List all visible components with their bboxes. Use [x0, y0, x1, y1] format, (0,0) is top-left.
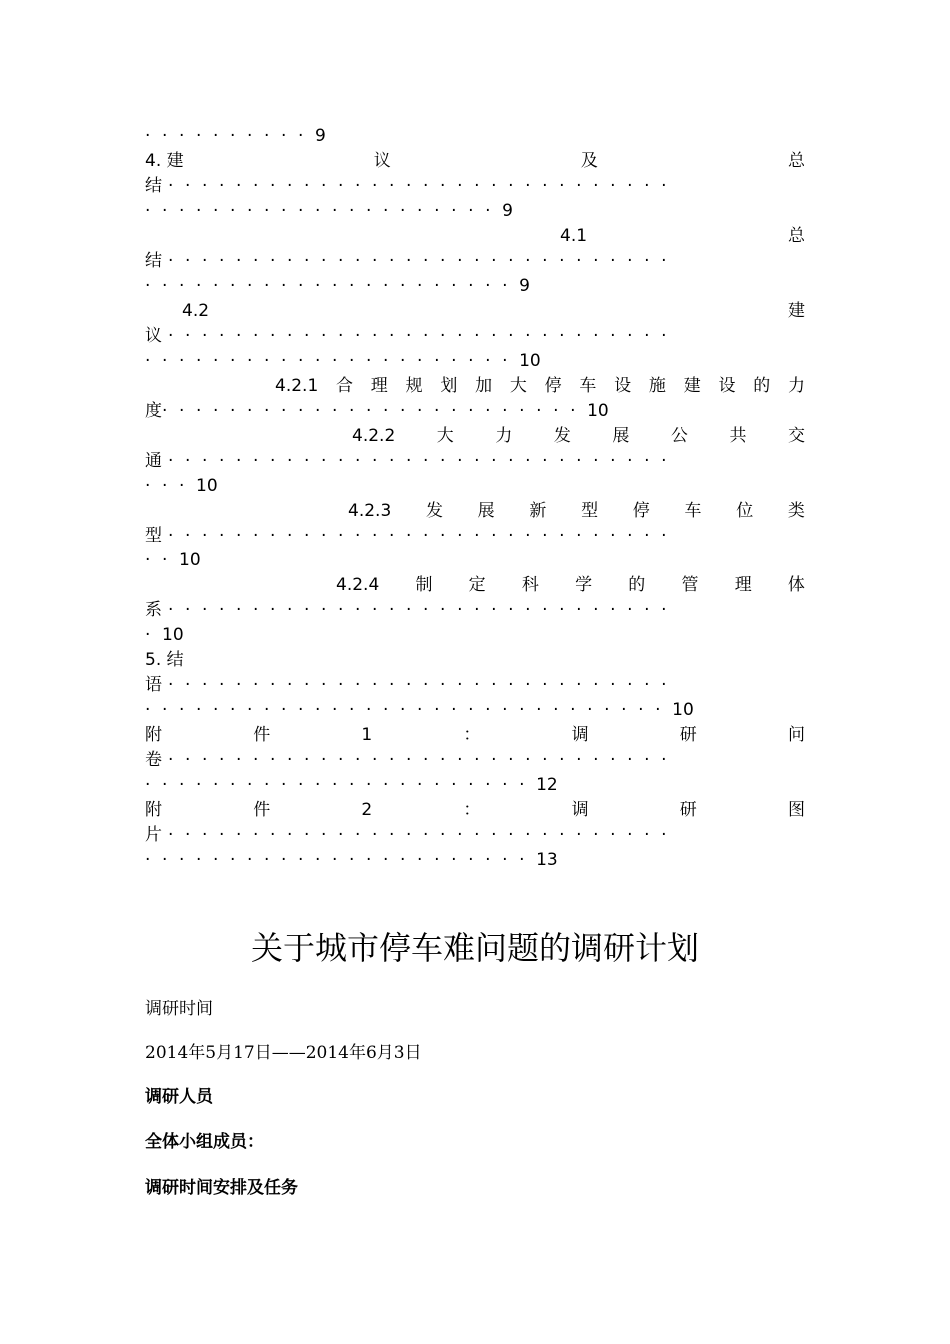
toc-char: ：: [463, 725, 481, 745]
toc-line: [145, 124, 805, 149]
toc-entry-4-2-1[interactable]: [275, 374, 805, 399]
toc-line: [145, 698, 805, 723]
toc-char: 新: [529, 501, 547, 521]
toc-char: 件: [253, 800, 271, 820]
toc-line: [145, 823, 805, 848]
toc-char: 合: [336, 376, 354, 396]
toc-leader-dots: ·····················: [145, 201, 503, 221]
toc-char: 停: [632, 501, 650, 521]
toc-char: 建: [683, 376, 701, 396]
toc-entry-4-2-3[interactable]: [348, 499, 805, 524]
toc-page-number: 10: [179, 550, 201, 570]
toc-char: 1: [361, 725, 373, 745]
toc-leader-dots: ······························: [168, 675, 679, 695]
toc-entry-4-1[interactable]: [560, 224, 805, 249]
toc-entry-5[interactable]: [145, 648, 805, 673]
toc-char: 附: [145, 725, 162, 745]
survey-time-label: 调研时间: [145, 999, 213, 1019]
toc-line: [145, 548, 805, 573]
toc-char: 型: [581, 501, 599, 521]
toc-char: 定: [468, 575, 486, 595]
toc-line: [145, 399, 805, 424]
toc-entry-number: 4.2.1: [275, 376, 319, 396]
toc-char: 图: [787, 800, 805, 820]
toc-char: 调: [571, 800, 589, 820]
toc-char: 研: [679, 725, 697, 745]
toc-entry-text: 4.2: [182, 301, 210, 321]
page-title: 关于城市停车难问题的调研计划: [250, 929, 699, 967]
toc-leader-dots: ······························: [168, 825, 679, 845]
toc-char: 科: [521, 575, 539, 595]
toc-entry-text: 通: [145, 451, 162, 471]
toc-entry-text: 4. 建: [145, 151, 184, 171]
group-members-label: 全体小组成员：: [145, 1132, 264, 1152]
toc-entry-number: 4.2.4: [336, 575, 380, 595]
toc-entry-4[interactable]: [145, 149, 805, 174]
toc-line: [145, 199, 805, 224]
toc-leader-dots: ······························: [168, 526, 679, 546]
toc-line: [145, 773, 805, 798]
toc-leader-dots: ······························: [168, 326, 679, 346]
toc-char: 共: [729, 426, 747, 446]
toc-char: 位: [736, 501, 754, 521]
toc-entry-text: 结: [145, 251, 162, 271]
toc-leader-dots: ······························: [168, 750, 679, 770]
toc-char: 学: [575, 575, 593, 595]
toc-char: 加: [475, 376, 493, 396]
toc-char: 问: [787, 725, 805, 745]
toc-char: 施: [648, 376, 666, 396]
toc-entry-text: 4.1: [560, 226, 588, 246]
toc-leader-dots: ······················: [145, 276, 520, 296]
toc-char: 体: [787, 575, 805, 595]
toc-entry-4-2-4[interactable]: [336, 573, 805, 598]
toc-page-number: 10: [196, 476, 218, 496]
toc-entry-text: 型: [145, 526, 162, 546]
toc-line: [145, 598, 805, 623]
toc-line: [145, 848, 805, 873]
toc-page-number: 9: [502, 201, 513, 221]
toc-char: 2: [361, 800, 373, 820]
toc-leader-dots: ······························: [168, 251, 679, 271]
toc-entry-text: 议: [145, 326, 162, 346]
toc-char: 设: [718, 376, 736, 396]
toc-char: 理: [734, 575, 752, 595]
toc-char: 附: [145, 800, 162, 820]
toc-char: 的: [753, 376, 771, 396]
toc-char: 管: [681, 575, 699, 595]
toc-line: [145, 274, 805, 299]
toc-char: 理: [370, 376, 388, 396]
toc-page-number: 10: [587, 401, 609, 421]
toc-char: 力: [495, 426, 513, 446]
toc-char: 划: [440, 376, 458, 396]
toc-char: 规: [405, 376, 423, 396]
toc-entry-text: 总: [788, 151, 805, 171]
toc-entry-text: 5. 结: [145, 650, 184, 670]
toc-page-number: 9: [519, 276, 530, 296]
toc-entry-text: 度: [145, 401, 162, 421]
toc-page-number: 10: [162, 625, 184, 645]
toc-entry-text: 建: [788, 301, 805, 321]
toc-entry-text: 及: [580, 151, 598, 171]
toc-line: [145, 174, 805, 199]
toc-char: 发: [553, 426, 571, 446]
toc-entry-number: 4.2.3: [348, 501, 392, 521]
toc-entry-text: 片: [145, 825, 162, 845]
toc-char: 调: [571, 725, 589, 745]
toc-char: 公: [670, 426, 688, 446]
toc-entry-4-2-2[interactable]: [352, 424, 805, 449]
toc-line: [145, 349, 805, 374]
toc-line: [145, 324, 805, 349]
toc-char: 展: [477, 501, 495, 521]
toc-page-number: 9: [315, 126, 326, 146]
toc-char: 大: [509, 376, 527, 396]
toc-leader-dots: ······························: [168, 600, 679, 620]
toc-entry-appendix-2[interactable]: [145, 798, 805, 823]
toc-page-number: 13: [536, 850, 558, 870]
toc-leader-dots: ······························: [168, 176, 679, 196]
toc-line: [145, 524, 805, 549]
toc-entry-text: 卷: [145, 750, 162, 770]
toc-entry-text: 结: [145, 176, 162, 196]
toc-entry-number: 4.2.2: [352, 426, 396, 446]
toc-char: 件: [253, 725, 271, 745]
toc-entry-appendix-1[interactable]: [145, 723, 805, 748]
toc-line: [145, 673, 805, 698]
toc-char: 交: [787, 426, 805, 446]
toc-char: 发: [425, 501, 443, 521]
toc-char: 车: [579, 376, 597, 396]
toc-leader-dots: ······························: [168, 451, 679, 471]
toc-entry-text: 议: [373, 151, 391, 171]
toc-char: ：: [463, 800, 481, 820]
toc-char: 停: [544, 376, 562, 396]
survey-time-value: 2014年5月17日——2014年6月3日: [145, 1043, 422, 1063]
schedule-label: 调研时间安排及任务: [145, 1178, 298, 1198]
toc-page-number: 10: [519, 351, 541, 371]
toc-char: 展: [612, 426, 630, 446]
toc-leader-dots: ·······················: [145, 775, 537, 795]
toc-char: 力: [787, 376, 805, 396]
toc-char: 的: [628, 575, 646, 595]
toc-char: 大: [436, 426, 454, 446]
toc-line: [145, 474, 805, 499]
toc-leader-dots: ·························: [162, 401, 588, 421]
toc-page-number: 10: [672, 700, 694, 720]
toc-leader-dots: ··: [145, 550, 180, 570]
toc-leader-dots: ·······················: [145, 850, 537, 870]
toc-char: 类: [787, 501, 805, 521]
toc-char: 设: [614, 376, 632, 396]
toc-line: [145, 623, 805, 648]
toc-char: 车: [684, 501, 702, 521]
toc-leader-dots: ······················: [145, 351, 520, 371]
toc-leader-dots: ·: [145, 625, 163, 645]
toc-line: [145, 249, 805, 274]
toc-page-number: 12: [536, 775, 558, 795]
toc-entry-text: 语: [145, 675, 162, 695]
toc-entry-4-2[interactable]: [182, 299, 805, 324]
toc-line: [145, 449, 805, 474]
toc-leader-dots: ···: [145, 476, 197, 496]
survey-people-label: 调研人员: [145, 1087, 213, 1107]
toc-char: 制: [415, 575, 433, 595]
toc-leader-dots: ··········: [145, 126, 316, 146]
toc-entry-text: 总: [788, 226, 805, 246]
toc-entry-text: 系: [145, 600, 162, 620]
toc-leader-dots: ·······························: [145, 700, 673, 720]
toc-char: 研: [679, 800, 697, 820]
toc-line: [145, 748, 805, 773]
